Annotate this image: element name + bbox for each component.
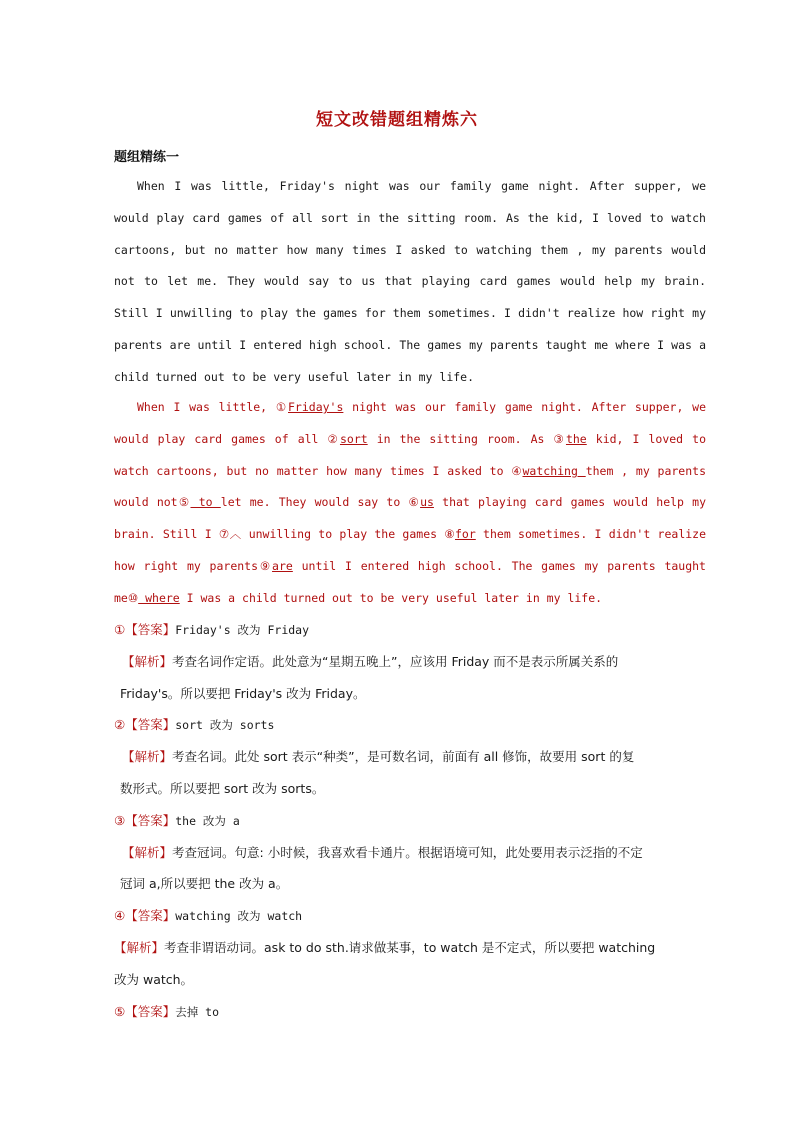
error-8: for	[455, 527, 476, 542]
error-6: us	[420, 495, 434, 510]
explanation-4-cont: 改为 watch。	[114, 971, 194, 987]
original-passage	[114, 171, 706, 394]
mark-9: ⑨	[258, 558, 273, 573]
explanation-2-cont: 数形式。所以要把 sort 改为 sorts。	[120, 780, 325, 796]
mark-8: ⑧	[444, 527, 455, 542]
mark-6: ⑥	[408, 495, 421, 510]
error-5: to	[190, 495, 221, 510]
marked-passage-text: When I was little, ①Friday's night was our family game night. After supper, we would play card games of all ②sort in the sitting room. As ③the kid, I loved to watch cartoons, but no matter how many times I asked to ④watching them , my parents would not⑤ to let me. They would say to ⑥us that playing card games would help my brain. Still I ⑦︿ unwilling to play the games ⑧for them sometimes. I didn't realize how right my parents⑨are until I entered high school. The games my parents taught me⑩ where I was a child turned out to be very useful later in my life.	[114, 400, 707, 605]
answer-2: ②【答案】sort 改为 sorts	[114, 717, 275, 733]
answer-3: ③【答案】the 改为 a	[114, 812, 240, 828]
explanation-2: 【解析】考查名词。此处 sort 表示“种类”，是可数名词，前面有 all 修饰，故要用 sort 的复	[122, 749, 635, 765]
mark-10: ⑩	[127, 590, 139, 605]
answer-5: ⑤【答案】去掉 to	[114, 1003, 220, 1019]
insert-caret-7: ︿	[229, 527, 242, 542]
answer-list	[114, 614, 706, 1027]
error-9: are	[272, 558, 293, 573]
passage-text: When I was little, Friday's night was our family game night. After supper, we would play card games of all sort in the sitting room. As the kid, I loved to watch cartoons, but no matter how many times I asked to watching them , my parents would not to let me. They would say to us that playing card games would help my brain. Still I unwilling to play the games for them sometimes. I didn't realize how right my parents are until I entered high school. The games my parents taught me where I was a child turned out to be very useful later in my life.	[114, 179, 706, 384]
mark-1: ①	[275, 400, 288, 414]
section-heading: 题组精练一	[114, 150, 180, 165]
explanation-1-cont: Friday's。所以要把 Friday's 改为 Friday。	[120, 685, 366, 701]
answer-1: ①【答案】Friday's 改为 Friday	[114, 622, 310, 637]
error-1: Friday's	[288, 400, 344, 414]
mark-4: ④	[511, 463, 523, 478]
explanation-1: 【解析】考查名词作定语。此处意为“星期五晚上”，应该用 Friday 而不是表示所属关系的	[122, 653, 619, 669]
error-4: watching	[522, 463, 586, 478]
error-3: the	[565, 431, 587, 446]
mark-2: ②	[327, 431, 340, 446]
explanation-3-cont: 冠词 a,所以要把 the 改为 a。	[120, 876, 289, 892]
error-10: where	[138, 590, 180, 605]
error-2: sort	[339, 431, 368, 446]
explanation-4: 【解析】考查非谓语动词。ask to do sth.请求做某事，to watch 是不定式，所以要把 watching	[114, 939, 656, 955]
explanation-3: 【解析】考查冠词。句意: 小时候，我喜欢看卡通片。根据语境可知，此处要用表示泛指的不定	[122, 844, 643, 860]
document-title: 短文改错题组精炼六	[316, 110, 478, 130]
mark-7: ⑦	[218, 527, 230, 542]
marked-passage	[114, 392, 706, 615]
mark-3: ③	[553, 431, 566, 446]
mark-5: ⑤	[177, 495, 191, 510]
answer-4: ④【答案】watching 改为 watch	[114, 908, 303, 924]
